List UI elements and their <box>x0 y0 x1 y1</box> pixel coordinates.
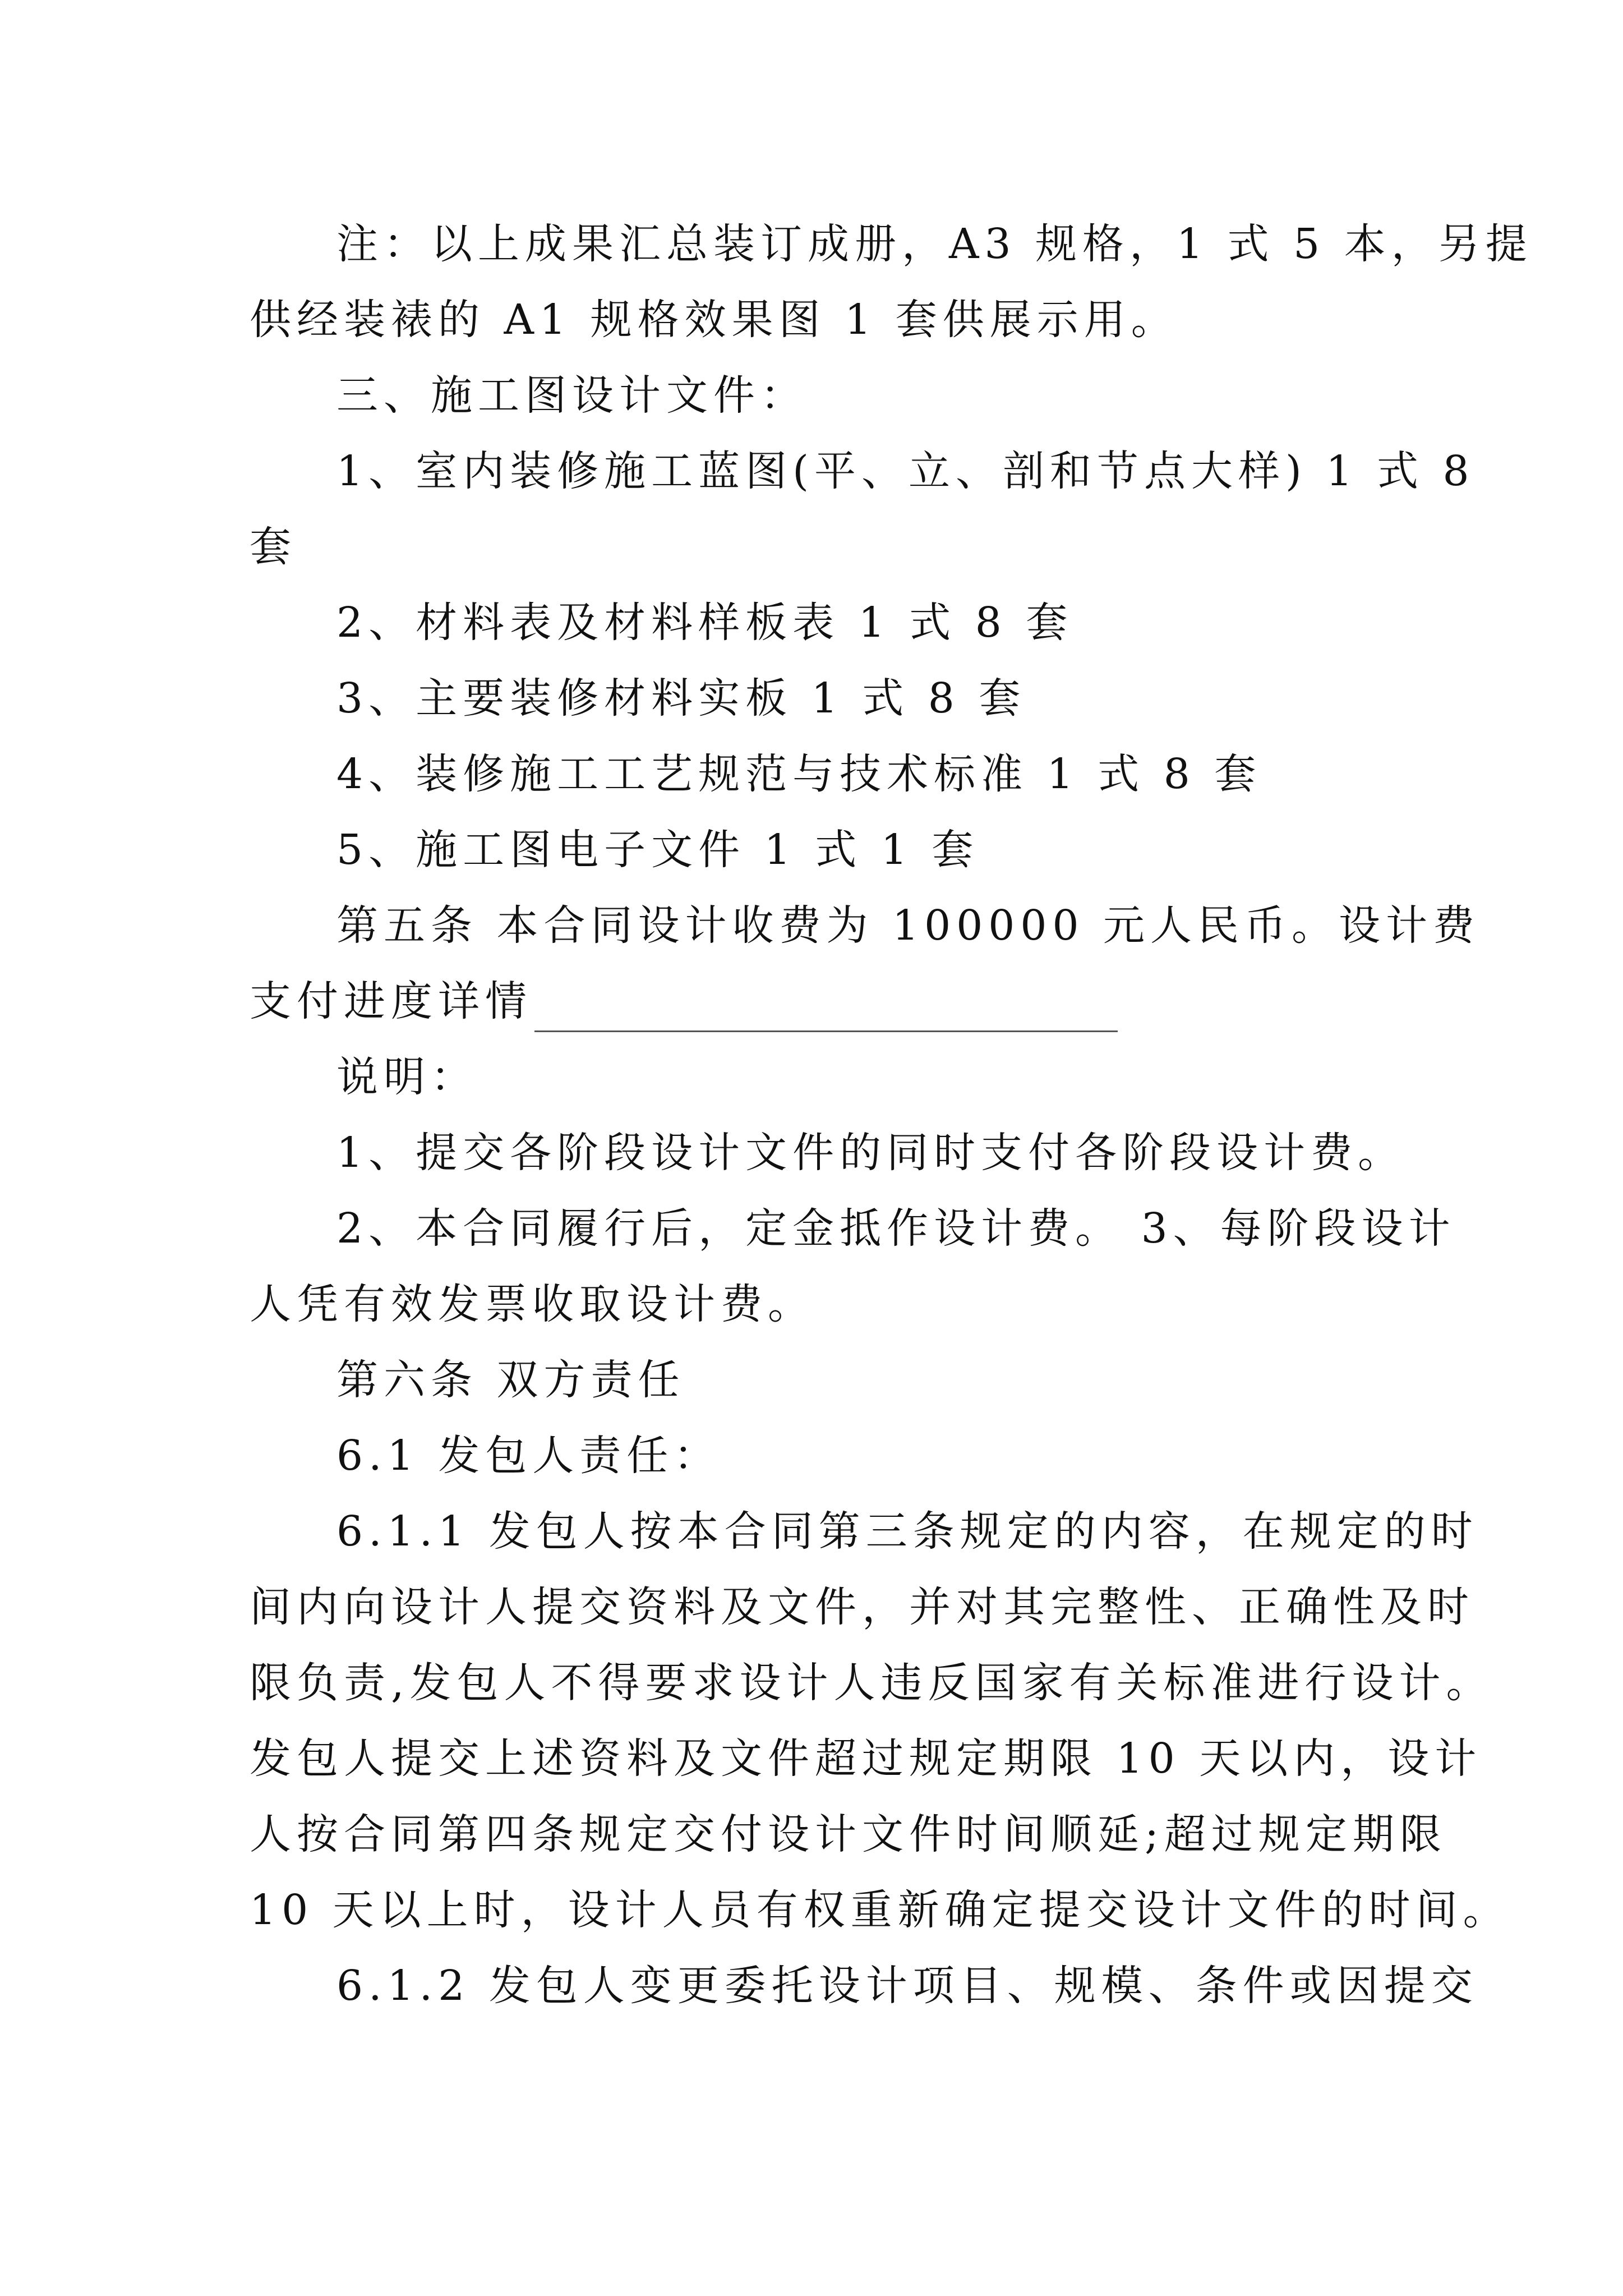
section-heading-construction-drawings: 三、施工图设计文件： <box>336 371 808 420</box>
note-line-1: 注：以上成果汇总装订成册，A3 规格，1 式 5 本，另提 <box>336 220 1533 268</box>
clause-6-1-1-line-1: 6.1.1 发包人按本合同第三条规定的内容，在规定的时 <box>336 1507 1478 1556</box>
article-5-line-1: 第五条 本合同设计收费为 100000 元人民币。设计费 <box>336 901 1481 950</box>
section-6-1-heading: 6.1 发包人责任： <box>336 1432 721 1480</box>
list-item-4: 4、装修施工工艺规范与技术标准 1 式 8 套 <box>336 750 1262 798</box>
list-item-2: 2、材料表及材料样板表 1 式 8 套 <box>336 599 1073 647</box>
clause-6-1-2-line-1: 6.1.2 发包人变更委托设计项目、规模、条件或因提交 <box>336 1962 1478 2010</box>
clause-6-1-1-line-6: 10 天以上时，设计人员有权重新确定提交设计文件的时间。 <box>250 1886 1510 1934</box>
note-line-2: 供经装裱的 A1 规格效果图 1 套供展示用。 <box>250 296 1178 344</box>
explanation-item-2-line-2: 人凭有效发票收取设计费。 <box>250 1280 815 1328</box>
explanation-item-2-line-1: 2、本合同履行后，定金抵作设计费。 3、每阶段设计 <box>336 1204 1456 1253</box>
article-5-line-2 <box>250 970 1382 1032</box>
clause-6-1-1-line-4: 发包人提交上述资料及文件超过规定期限 10 天以内，设计 <box>250 1734 1482 1783</box>
explanation-heading: 说明： <box>336 1053 478 1101</box>
list-item-1-line-2: 套 <box>250 523 297 571</box>
fill-in-blank[interactable] <box>534 980 1118 1032</box>
payment-schedule-label: 支付进度详情 <box>250 977 532 1025</box>
clause-6-1-1-line-5: 人按合同第四条规定交付设计文件时间顺延;超过规定期限 <box>250 1810 1447 1858</box>
explanation-item-1: 1、提交各阶段设计文件的同时支付各阶段设计费。 <box>336 1129 1405 1177</box>
list-item-5: 5、施工图电子文件 1 式 1 套 <box>336 826 979 874</box>
clause-6-1-1-line-2: 间内向设计人提交资料及文件，并对其完整性、正确性及时 <box>250 1583 1474 1631</box>
clause-6-1-1-line-3: 限负责,发包人不得要求设计人违反国家有关标准进行设计。 <box>250 1659 1493 1707</box>
article-6-heading: 第六条 双方责任 <box>336 1356 685 1404</box>
list-item-1-line-1: 1、室内装修施工蓝图(平、立、剖和节点大样) 1 式 8 <box>336 447 1475 495</box>
list-item-3: 3、主要装修材料实板 1 式 8 套 <box>336 674 1026 723</box>
